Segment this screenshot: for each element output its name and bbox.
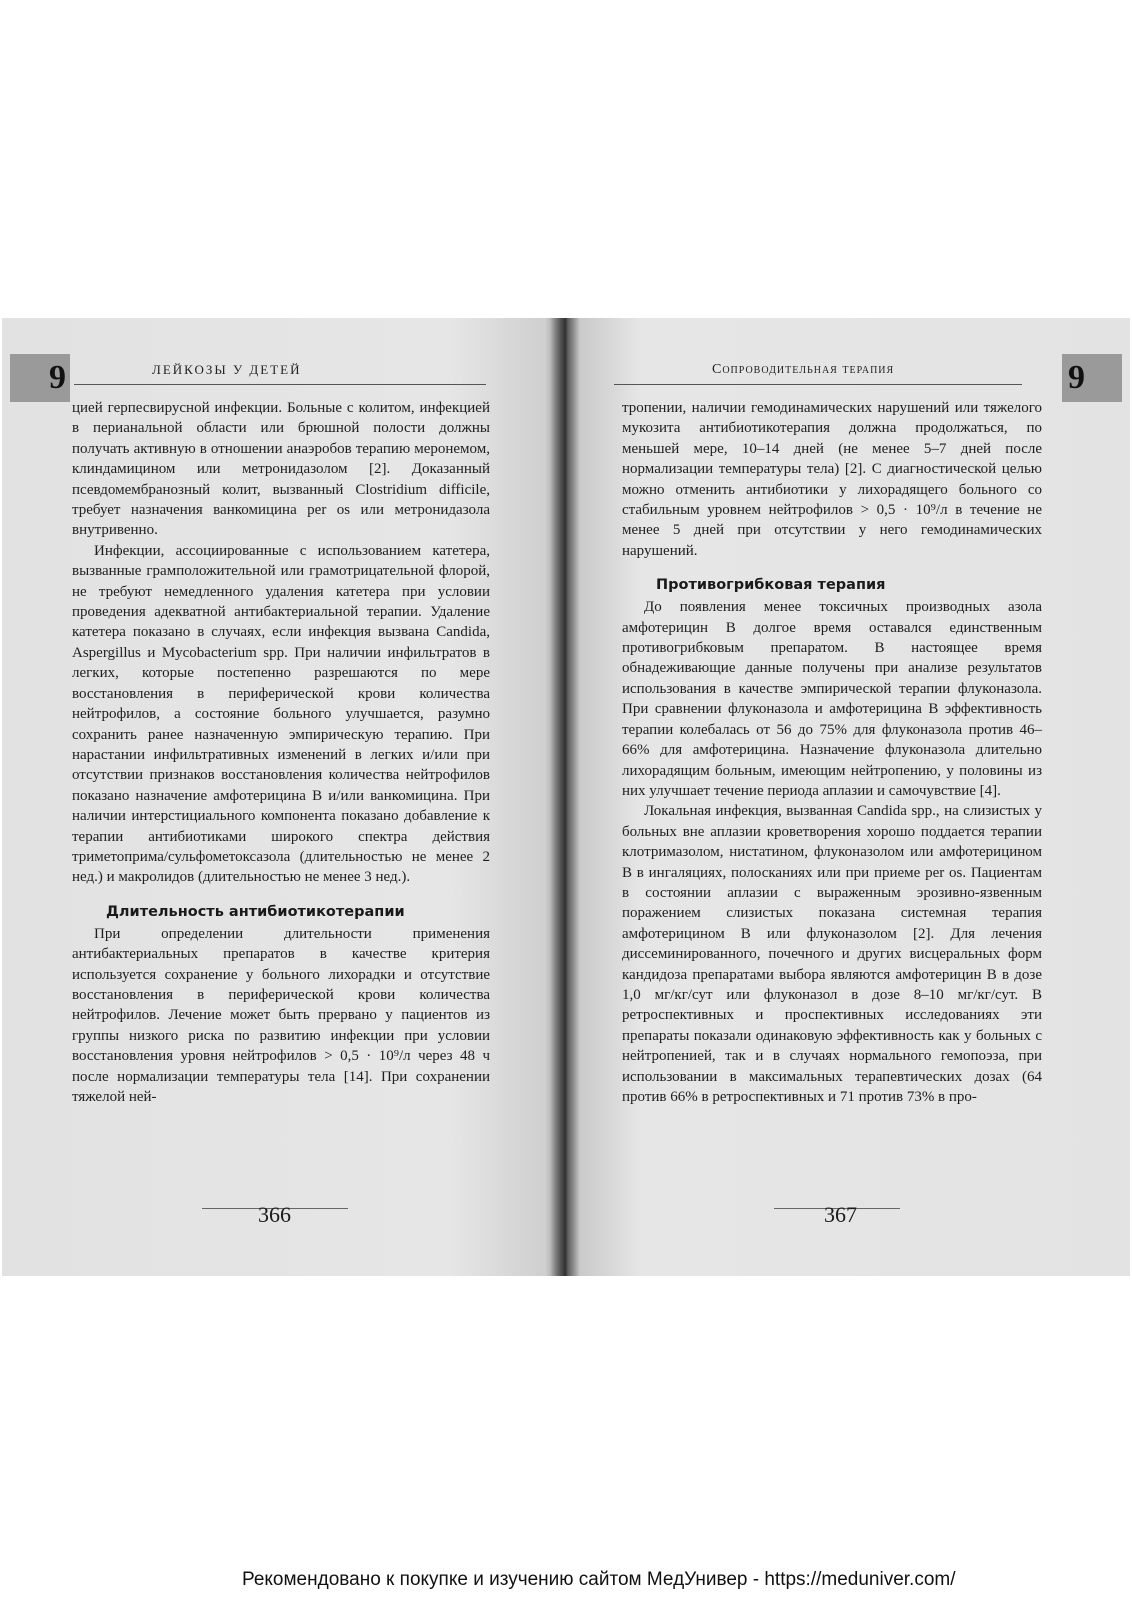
paragraph: При определении длительности применения антибактериальных препаратов в качестве критерия используется сохранение у больного лихорадки и отсутствие восстановления в периферической крови количества нейтрофилов. Лечение может быть прервано у пациентов из группы низкого риска по развитию инфекции при условии восстановления уровня нейтрофилов > 0,5 · 10⁹/л через 48 ч после нормализации температуры тела [14]. При сохранении тяжелой ней- <box>72 925 490 1105</box>
gutter-shadow <box>550 318 580 1276</box>
section-heading: Длительность антибиотикотерапии <box>106 903 405 920</box>
book-spread <box>2 318 1130 1276</box>
header-rule <box>74 384 486 385</box>
header-rule <box>614 384 1022 385</box>
paragraph: Локальная инфекция, вызванная Candida spp., на слизистых у больных вне аплазии кроветворения хорошо поддается терапии клотримазолом, нистатином, флуконазолом или амфотерицином В в ингаляциях, полосканиях или при приеме per os. Пациентам в состоянии аплазии с выраженным эрозивно-язвенным поражением слизистых показана системная терапия амфотерицином В или флуконазолом [2]. Для лечения диссеминированного, почечного и других висцеральных форм кандидоза препаратами выбора являются амфотерицин В в дозе 1,0 мг/кг/сут или флуконазол в дозе 8–10 мг/кг/сут. В ретроспективных и проспективных исследованиях эти препараты показали одинаковую эффективность как у больных с нейтропенией, так и в случаях нормального гемопоэза, при использовании в максимальных терапевтических дозах (64 против 66% в ретроспективных и 71 против 73% в про- <box>622 803 1042 1105</box>
paragraph: тропении, наличии гемодинамических нарушений или тяжелого мукозита антибиотикотерапия должна продолжаться, по меньшей мере, 10–14 дней (не менее 5–7 дней после нормализации температуры тела) [2]. С диагностической целью можно отменить антибиотики у лихорадящего больного со стабильным уровнем нейтрофилов > 0,5 · 10⁹/л в течение не менее 5 дней при отсутствии у него гемодинамических нарушений. <box>622 400 1042 559</box>
section-heading: Противогрибковая терапия <box>656 577 886 594</box>
body-text <box>622 398 1042 1107</box>
footer-watermark: Рекомендовано к покупке и изучению сайтом МедУнивер - https://meduniver.com/ <box>242 1569 956 1590</box>
chapter-number-tab: 9 <box>1062 354 1122 402</box>
page-number: 366 <box>258 1202 291 1227</box>
paragraph: Инфекции, ассоциированные с использованием катетера, вызванные грамположительной или грамотрицательной флорой, не требуют немедленного удаления катетера при условии проведения адекватной антибактериальной терапии. Удаление катетера показано в случаях, если инфекция вызвана Candida, Aspergillus и Mycobacterium spp. При наличии инфильтратов в легких, которые постепенно разрешаются по мере восстановления в периферической крови количества нейтрофилов, а состояние больного улучшается, разумно сохранить ранее назначенную эмпирическую терапию. При нарастании инфильтративных изменений в легких и/или при отсутствии признаков восстановления количества нейтрофилов показано назначение амфотерицина В и/или ванкомицина. При наличии интерстициального компонента показано добавление к терапии антибиотиками широкого спектра действия триметоприма/сульфометоксазола (длительностью не менее 2 нед.) и макролидов (длительностью не менее 3 нед.). <box>72 542 490 886</box>
body-text <box>72 398 490 1107</box>
page-number: 367 <box>824 1202 857 1227</box>
running-head: Сопроводительная терапия <box>712 362 895 377</box>
chapter-number-tab: 9 <box>10 354 70 402</box>
paragraph: цией герпесвирусной инфекции. Больные с колитом, инфекцией в перианальной области или брюшной полости должны получать активную в отношении анаэробов терапию меронемом, клиндамицином или метронидазолом [2]. Доказанный псевдомембранозный колит, вызванный Clostridium difficile, требует назначения ванкомицина per os или метронидазола внутривенно. <box>72 400 490 539</box>
running-head: ЛЕЙКОЗЫ У ДЕТЕЙ <box>152 362 302 377</box>
left-page <box>2 318 562 1276</box>
paragraph: До появления менее токсичных производных азола амфотерицин В долгое время оставался единственным противогрибковым препаратом. В настоящее время обнадеживающие данные получены при анализе результатов использования в качестве эмпирической терапии флуконазола. При сравнении флуконазола и амфотерицина В эффективность терапии колебалась от 56 до 75% для флуконазола против 46–66% для амфотерицина. Назначение флуконазола длительно лихорадящим больным, имеющим нейтропению, у половины из них улучшает течение периода аплазии и самочувствие [4]. <box>622 599 1042 799</box>
right-page <box>562 318 1130 1276</box>
